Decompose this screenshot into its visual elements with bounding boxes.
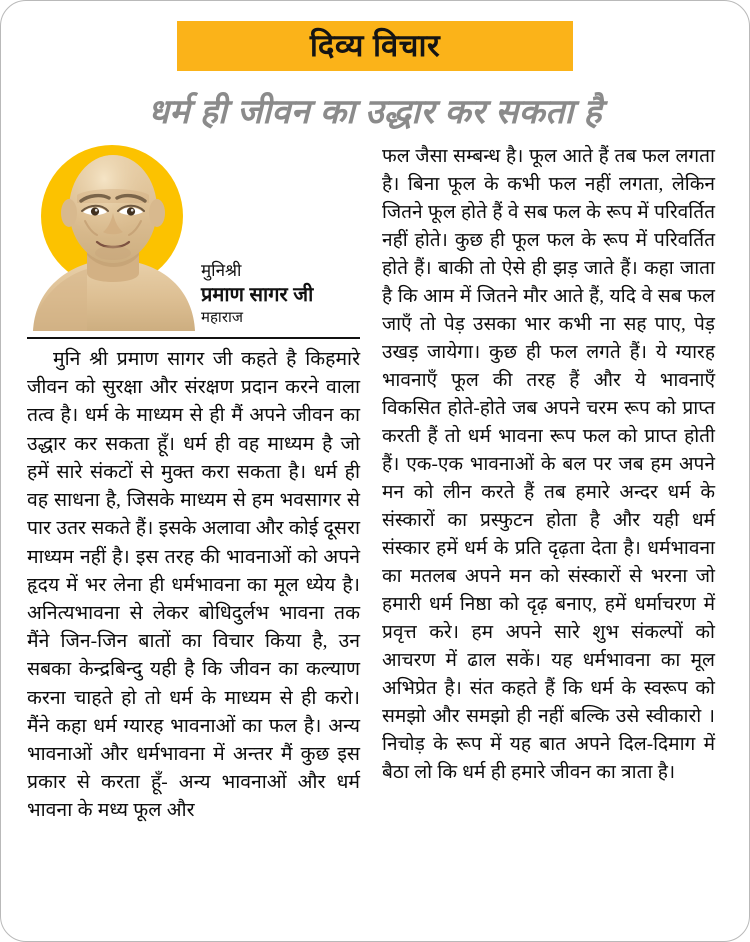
masthead-title: दिव्य विचार [309,27,441,63]
article-left-body: मुनि श्री प्रमाण सागर जी कहते है किहमारे जीवन को सुरक्षा और संरक्षण प्रदान करने वाला तत्व है। धर्म के माध्यम से ही मैं अपने जीवन का उद्धार कर सकता हूँ। धर्म ही वह माध्यम है जो हमें सारे संकटों से मुक्त करा सकता है। धर्म ही वह साधना है, जिसके माध्यम से हम भवसागर से पार उतर सकते हैं। इसके अलावा और कोई दूसरा माध्यम नहीं है। इस तरह की भावनाओं को अपने हृदय में भर लेना ही धर्मभावना का मूल ध्येय है। अनित्यभावना से लेकर बोधिदुर्लभ भावना तक मैंने जिन-जिन बातों का विचार किया है, उन सबका केन्द्रबिन्दु यही है कि जीवन का कल्याण करना चाहते हो तो धर्म के माध्यम से ही करो। मैंने कहा धर्म ग्यारह भावनाओं का फल है। अन्य भावनाओं और धर्मभावना में अन्तर मैं कुछ इस प्रकार से करता हूँ- अन्य भावनाओं और धर्म भावना के मध्य फूल और [27,349,360,822]
monk-portrait-icon [27,143,199,331]
left-column [27,143,360,825]
portrait-block [27,143,360,331]
article-right-text [382,143,715,787]
byline-divider [27,337,360,339]
byline-suffix: महाराज [201,308,243,326]
byline-name: प्रमाण सागर जी [201,283,314,306]
article-right-body: फल जैसा सम्बन्ध है। फूल आते हैं तब फल लगता है। बिना फूल के कभी फल नहीं लगता, लेकिन जितने फूल होते हैं वे सब फल के रूप में परिवर्तित नहीं होते। कुछ ही फूल फल के रूप में परिवर्तित होते हैं। बाकी तो ऐसे ही झड़ जाते हैं। कहा जाता है कि आम में जितने मौर आते हैं, यदि वे सब फल जाएँ तो पेड़ उसका भार कभी ना सह पाए, पेड़ उखड़ जायेगा। कुछ ही फल लगते हैं। ये ग्यारह भावनाएँ फूल की तरह हैं और ये भावनाएँ विकसित होते-होते जब अपने चरम रूप को प्राप्त करती हैं तो धर्म भावना रूप फल को प्राप्त होती हैं। एक-एक भावनाओं के बल पर जब हम अपने मन को लीन करते हैं तब हमारे अन्दर धर्म के संस्कारों का प्रस्फुटन होता है और यही धर्म संस्कार हमें धर्म के प्रति दृढ़ता देता है। धर्मभावना का मतलब अपने मन को संस्कारों से भरना जो हमारी धर्म निष्ठा को दृढ़ बनाए, हमें धर्माचरण में प्रवृत्त करे। हम अपने सारे शुभ संकल्पों को आचरण में ढाल सकें। यह धर्मभावना का मूल अभिप्रेत है। संत कहते हैं कि धर्म के स्वरूप को समझो और समझो ही नहीं बल्कि उसे स्वीकारो । निचोड़ के रूप में यह बात अपने दिल-दिमाग में बैठा लो कि धर्म ही हमारे जीवन का त्राता है। [382,146,715,784]
page-title: धर्म ही जीवन का उद्धार कर सकता है [147,93,602,131]
avatar [27,143,199,331]
article-body [27,143,723,825]
byline [199,260,360,331]
article-left-text [27,346,360,825]
masthead-banner [177,21,573,71]
byline-prefix: मुनिश्री [201,261,242,281]
right-column [382,143,715,787]
